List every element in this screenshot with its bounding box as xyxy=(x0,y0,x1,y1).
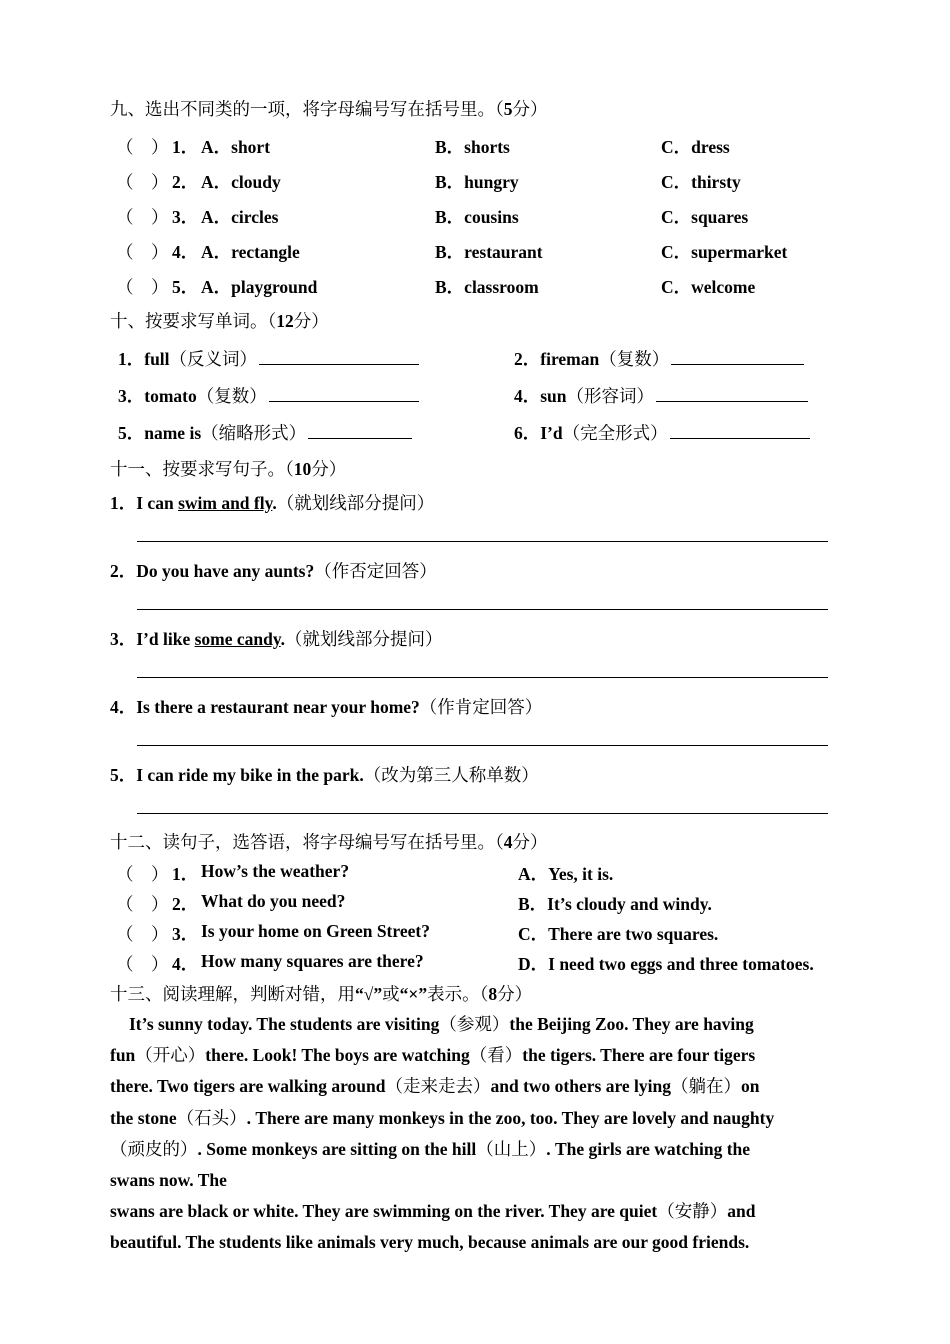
section-12-title: 十二、读句子，选答语，将字母编号写在括号里。（ xyxy=(110,832,504,852)
option-a: A．cloudy xyxy=(201,172,281,192)
sentence-hint: （作肯定回答） xyxy=(419,697,543,717)
match-item xyxy=(110,951,850,975)
reading-passage xyxy=(110,1009,850,1259)
section-13-title-c: 表示。（ xyxy=(427,984,489,1004)
sentence-item xyxy=(110,762,850,786)
check-mark-symbol: “√” xyxy=(355,984,383,1004)
answer-line[interactable] xyxy=(137,677,828,678)
answer-line[interactable] xyxy=(137,541,828,542)
passage-line: swans are black or white. They are swimming on the river. They are quiet（安静）and xyxy=(110,1201,756,1222)
word-item xyxy=(118,346,419,371)
answer-blank[interactable] xyxy=(670,420,810,439)
option-c: C．welcome xyxy=(661,277,756,297)
word-prompt: 4．sun xyxy=(514,386,567,406)
word-hint: （复数） xyxy=(599,349,670,369)
option-c: C．squares xyxy=(661,207,749,227)
question-text: How’s the weather? xyxy=(201,861,350,881)
section-13-title-or: 或 xyxy=(382,984,400,1004)
cross-mark-symbol: “×” xyxy=(399,984,428,1004)
sentence-item xyxy=(110,558,850,582)
sentence-text: 3．I’d like xyxy=(110,629,195,649)
section-10-row xyxy=(110,420,850,444)
item-number: 4． xyxy=(172,954,199,974)
sentence-item xyxy=(110,694,850,718)
section-9-item xyxy=(110,239,850,263)
answer-blank[interactable] xyxy=(269,383,419,402)
item-number: 2． xyxy=(172,894,199,914)
passage-line: there. Two tigers are walking around（走来走去）and two others are lying（躺在）on xyxy=(110,1076,760,1097)
word-prompt: 6．I’d xyxy=(514,423,563,443)
sentence-item xyxy=(110,626,850,650)
word-prompt: 5．name is xyxy=(118,423,202,443)
sentence-hint: （就划线部分提问） xyxy=(276,493,435,513)
section-13-title: 十三、阅读理解，判断对错，用 xyxy=(110,984,355,1004)
match-item xyxy=(110,861,850,885)
underlined-part: some candy xyxy=(194,629,281,649)
answer-bracket[interactable]: （ ） xyxy=(116,894,169,914)
option-a: A．short xyxy=(201,137,271,157)
option-b: B．classroom xyxy=(435,277,539,297)
answer-blank[interactable] xyxy=(259,346,419,365)
option-c: C．dress xyxy=(661,137,730,157)
section-9-item xyxy=(110,274,850,298)
section-12-heading xyxy=(110,829,548,854)
section-12-title-end: 分） xyxy=(512,832,548,852)
question-text: Is your home on Green Street? xyxy=(201,921,430,941)
answer-bracket[interactable]: （ ） xyxy=(116,864,169,884)
sentence-item xyxy=(110,490,850,514)
item-number: 4． xyxy=(172,242,199,262)
section-10-score: 12 xyxy=(276,311,294,331)
passage-line: It’s sunny today. The students are visiting（参观）the Beijing Zoo. They are having xyxy=(129,1014,754,1034)
option-c: C．thirsty xyxy=(661,172,741,192)
match-item xyxy=(110,921,850,945)
answer-blank[interactable] xyxy=(656,383,808,402)
sentence-end: . xyxy=(272,493,277,513)
answer-line[interactable] xyxy=(137,745,828,746)
word-hint: （缩略形式） xyxy=(201,423,307,443)
sentence-text: 2．Do you have any aunts? xyxy=(110,561,315,581)
word-item xyxy=(118,383,419,408)
word-hint: （形容词） xyxy=(566,386,655,406)
question-text: What do you need? xyxy=(201,891,346,911)
passage-line: （顽皮的）. Some monkeys are sitting on the hill（山上）. The girls are watching the xyxy=(110,1138,751,1159)
section-10-title-end: 分） xyxy=(293,311,329,331)
option-a: A．rectangle xyxy=(201,242,300,262)
item-number: 1． xyxy=(172,864,199,884)
section-10-title: 十、按要求写单词。（ xyxy=(110,311,277,331)
passage-line: the stone（石头）. There are many monkeys in the zoo, too. They are lovely and naughty xyxy=(110,1107,775,1128)
answer-option: D．I need two eggs and three tomatoes. xyxy=(518,954,814,974)
answer-bracket[interactable]: （ ） xyxy=(116,137,169,157)
word-hint: （复数） xyxy=(196,386,267,406)
answer-bracket[interactable]: （ ） xyxy=(116,207,169,227)
section-11-heading xyxy=(110,456,346,481)
word-hint: （反义词） xyxy=(169,349,258,369)
option-c: C．supermarket xyxy=(661,242,788,262)
word-prompt: 1．full xyxy=(118,349,170,369)
match-item xyxy=(110,891,850,915)
answer-option: B．It’s cloudy and windy. xyxy=(518,894,712,914)
word-item xyxy=(514,420,810,445)
answer-bracket[interactable]: （ ） xyxy=(116,277,169,297)
section-13-score: 8 xyxy=(488,984,498,1004)
section-9-heading xyxy=(110,96,548,121)
passage-line: beautiful. The students like animals very much, because animals are our good friends. xyxy=(110,1232,750,1253)
sentence-text: 1．I can xyxy=(110,493,179,513)
answer-bracket[interactable]: （ ） xyxy=(116,924,169,944)
word-item xyxy=(514,346,804,371)
item-number: 3． xyxy=(172,207,199,227)
option-b: B．hungry xyxy=(435,172,519,192)
option-a: A．circles xyxy=(201,207,279,227)
section-10-heading xyxy=(110,308,329,333)
question-text: How many squares are there? xyxy=(201,951,424,971)
section-9-score: 5 xyxy=(503,99,513,119)
section-11-title-end: 分） xyxy=(311,459,347,479)
section-9-title-end: 分） xyxy=(512,99,548,119)
sentence-hint: （就划线部分提问） xyxy=(285,629,443,649)
sentence-hint: （改为第三人称单数） xyxy=(363,765,539,785)
answer-bracket[interactable]: （ ） xyxy=(116,242,169,262)
answer-option: A．Yes, it is. xyxy=(518,864,614,884)
section-11-title: 十一、按要求写句子。（ xyxy=(110,459,294,479)
section-9-item xyxy=(110,169,850,193)
sentence-text: 5．I can ride my bike in the park. xyxy=(110,765,364,785)
section-10-row xyxy=(110,346,850,370)
underlined-part: swim and fly xyxy=(178,493,273,513)
section-11-score: 10 xyxy=(293,459,312,479)
answer-blank[interactable] xyxy=(308,420,412,439)
answer-blank[interactable] xyxy=(671,346,804,365)
word-prompt: 3．tomato xyxy=(118,386,197,406)
sentence-text: 4．Is there a restaurant near your home? xyxy=(110,697,420,717)
answer-bracket[interactable]: （ ） xyxy=(116,172,169,192)
word-prompt: 2．fireman xyxy=(514,349,600,369)
answer-option: C．There are two squares. xyxy=(518,924,719,944)
section-9-item xyxy=(110,134,850,158)
sentence-hint: （作否定回答） xyxy=(314,561,437,581)
answer-bracket[interactable]: （ ） xyxy=(116,954,169,974)
option-b: B．restaurant xyxy=(435,242,543,262)
option-b: B．cousins xyxy=(435,207,519,227)
sentence-end: . xyxy=(280,629,286,649)
item-number: 5． xyxy=(172,277,199,297)
word-item xyxy=(514,383,808,408)
section-13-title-end: 分） xyxy=(497,984,533,1004)
section-9-title: 九、选出不同类的一项，将字母编号写在括号里。（ xyxy=(110,99,504,119)
option-a: A．playground xyxy=(201,277,318,297)
item-number: 1． xyxy=(172,137,199,157)
section-12-score: 4 xyxy=(503,832,513,852)
section-9-item xyxy=(110,204,850,228)
answer-line[interactable] xyxy=(137,609,828,610)
section-10-row xyxy=(110,383,850,407)
item-number: 2． xyxy=(172,172,199,192)
word-hint: （完全形式） xyxy=(562,423,668,443)
word-item xyxy=(118,420,412,445)
item-number: 3． xyxy=(172,924,199,944)
section-13-heading xyxy=(110,981,532,1006)
answer-line[interactable] xyxy=(137,813,828,814)
passage-line: swans now. The xyxy=(110,1170,227,1191)
passage-line: fun（开心）there. Look! The boys are watching（看）the tigers. There are four tigers xyxy=(110,1045,756,1066)
option-b: B．shorts xyxy=(435,137,510,157)
